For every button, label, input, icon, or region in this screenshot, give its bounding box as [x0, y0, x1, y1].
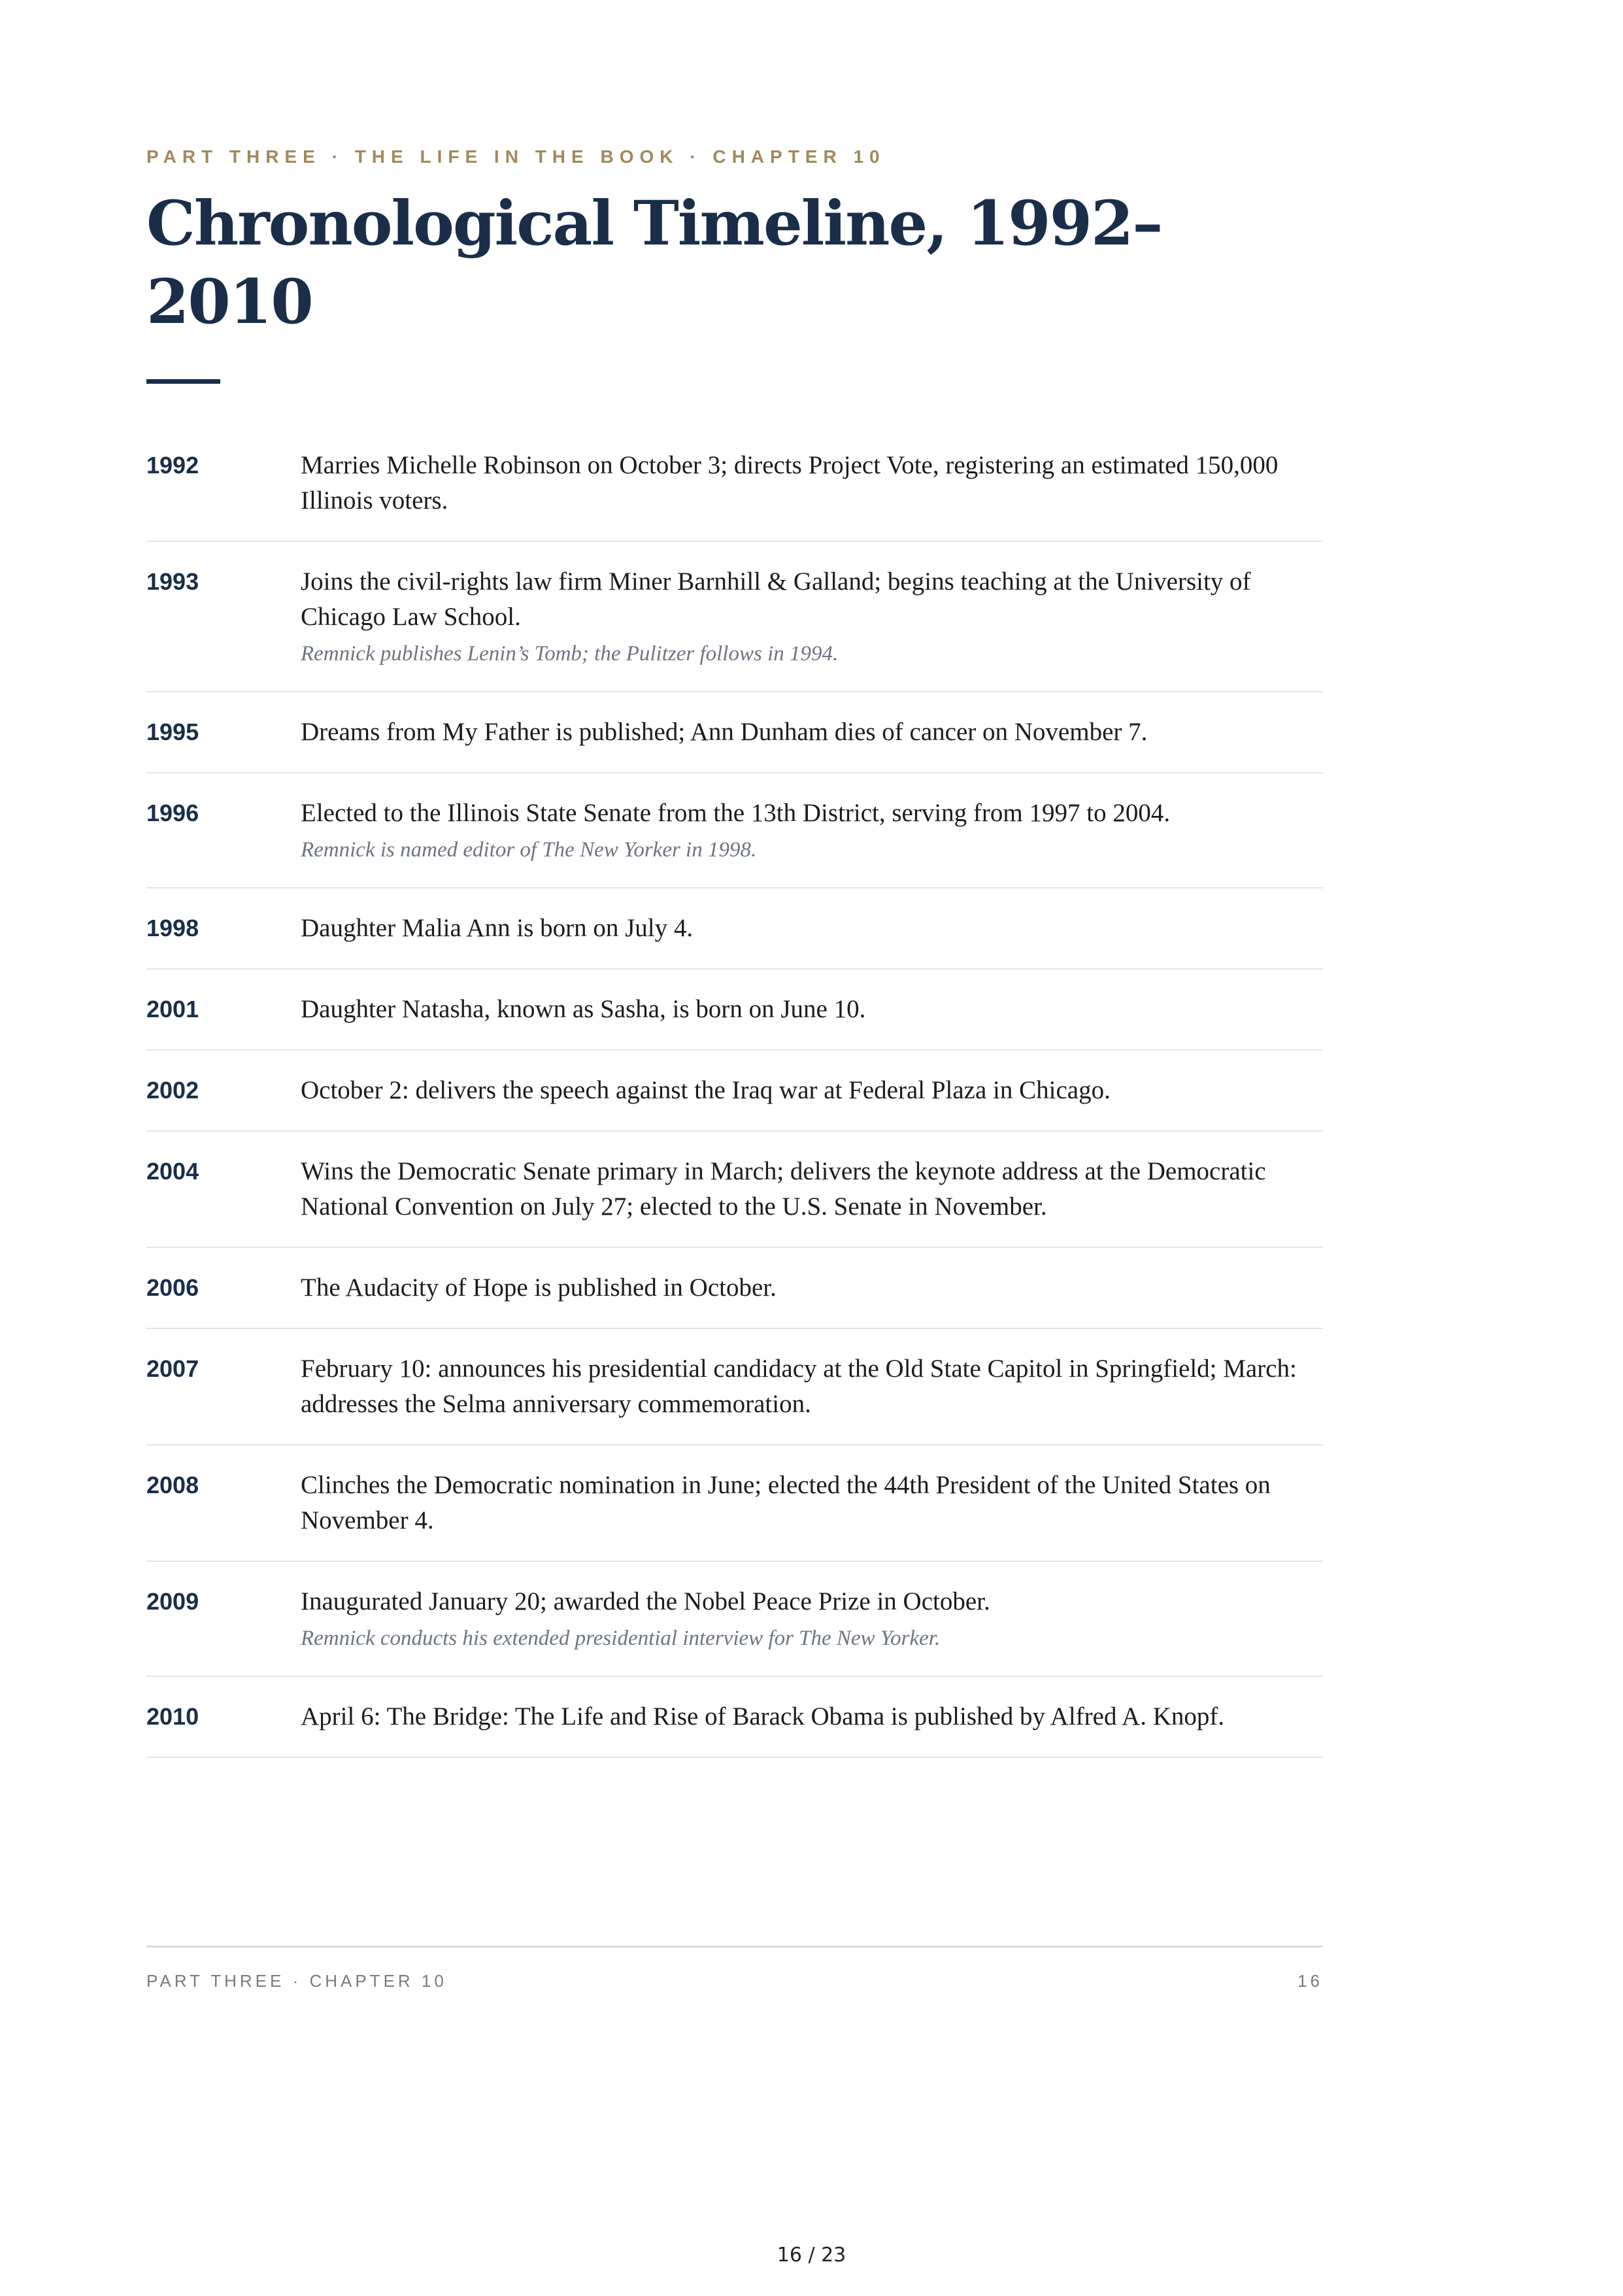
timeline-text: Elected to the Illinois State Senate from the 13th District, serving from 1997 to 2004. [301, 799, 1171, 827]
timeline-year: 2009 [146, 1588, 199, 1615]
timeline-text: Daughter Natasha, known as Sasha, is born on June 10. [301, 995, 866, 1023]
timeline-text: Daughter Malia Ann is born on July 4. [301, 914, 694, 942]
timeline-entry [146, 692, 1323, 773]
page-footer [146, 1946, 1323, 1991]
timeline-entry [146, 1132, 1323, 1248]
timeline-body [301, 564, 1323, 669]
timeline-text: Clinches the Democratic nomination in June; elected the 44th President of the United States on November 4. [301, 1471, 1271, 1534]
timeline-year: 2007 [146, 1355, 199, 1382]
timeline-entry [146, 448, 1323, 542]
timeline-entry [146, 773, 1323, 888]
timeline-entry [146, 888, 1323, 970]
timeline-year: 2001 [146, 996, 199, 1022]
timeline-entry [146, 1677, 1323, 1758]
timeline-year: 2008 [146, 1472, 199, 1498]
timeline-text: Joins the civil-rights law firm Miner Barnhill & Galland; begins teaching at the University of Chicago Law School. [301, 567, 1251, 631]
timeline-year: 2002 [146, 1077, 199, 1104]
timeline-note: Remnick publishes Lenin’s Tomb; the Pulitzer follows in 1994. [301, 642, 839, 666]
timeline-text: Wins the Democratic Senate primary in March; delivers the keynote address at the Democratic National Convention on July 27; elected to the U.S. Senate in November. [301, 1157, 1266, 1221]
timeline-year: 1992 [146, 452, 199, 479]
timeline-text: Inaugurated January 20; awarded the Nobel Peace Prize in October. [301, 1587, 990, 1615]
section-kicker: PART THREE · THE LIFE IN THE BOOK · CHAPTER 10 [146, 146, 886, 167]
footer-section-label: PART THREE · CHAPTER 10 [146, 1971, 447, 1991]
timeline-year: 1998 [146, 915, 199, 941]
page-indicator: 16 / 23 [777, 2244, 846, 2267]
timeline-entry [146, 1248, 1323, 1329]
timeline-entry [146, 1329, 1323, 1445]
timeline-note: Remnick conducts his extended presidential interview for The New Yorker. [301, 1627, 941, 1650]
timeline-body [301, 911, 1323, 946]
timeline-body [301, 796, 1323, 865]
timeline-year: 1996 [146, 800, 199, 826]
timeline-body [301, 1270, 1323, 1306]
timeline-text: Dreams from My Father is published; Ann Dunham dies of cancer on November 7. [301, 718, 1148, 746]
page-content [146, 144, 1323, 1758]
timeline-body [301, 1351, 1323, 1422]
timeline-body [301, 1468, 1323, 1538]
timeline-year: 2006 [146, 1274, 199, 1301]
timeline-body [301, 448, 1323, 518]
timeline-text: Marries Michelle Robinson on October 3; directs Project Vote, registering an estimated 150,000 Illinois voters. [301, 451, 1279, 515]
timeline-body [301, 1154, 1323, 1224]
timeline-entry [146, 542, 1323, 692]
timeline-list [146, 448, 1323, 1758]
timeline-year: 2010 [146, 1703, 199, 1730]
timeline-body [301, 1699, 1323, 1734]
title-underline [146, 379, 220, 384]
timeline-entry [146, 1051, 1323, 1132]
timeline-entry [146, 970, 1323, 1051]
footer-page-number: 16 [1297, 1971, 1323, 1991]
page-title: Chronological Timeline, 1992–2010 [146, 188, 1162, 338]
timeline-entry [146, 1562, 1323, 1677]
timeline-year: 1995 [146, 718, 199, 745]
timeline-body [301, 1584, 1323, 1653]
timeline-body [301, 992, 1323, 1027]
timeline-text: April 6: The Bridge: The Life and Rise of Barack Obama is published by Alfred A. Knopf. [301, 1702, 1225, 1730]
timeline-note: Remnick is named editor of The New Yorker in 1998. [301, 838, 757, 862]
timeline-text: The Audacity of Hope is published in October. [301, 1274, 777, 1302]
timeline-body [301, 1073, 1323, 1108]
timeline-year: 1993 [146, 568, 199, 595]
timeline-year: 2004 [146, 1158, 199, 1185]
timeline-text: October 2: delivers the speech against the Iraq war at Federal Plaza in Chicago. [301, 1076, 1111, 1104]
timeline-entry [146, 1445, 1323, 1562]
timeline-body [301, 715, 1323, 750]
timeline-text: February 10: announces his presidential candidacy at the Old State Capitol in Springfield; March: addresses the Selma anniversary commemoration. [301, 1355, 1297, 1418]
